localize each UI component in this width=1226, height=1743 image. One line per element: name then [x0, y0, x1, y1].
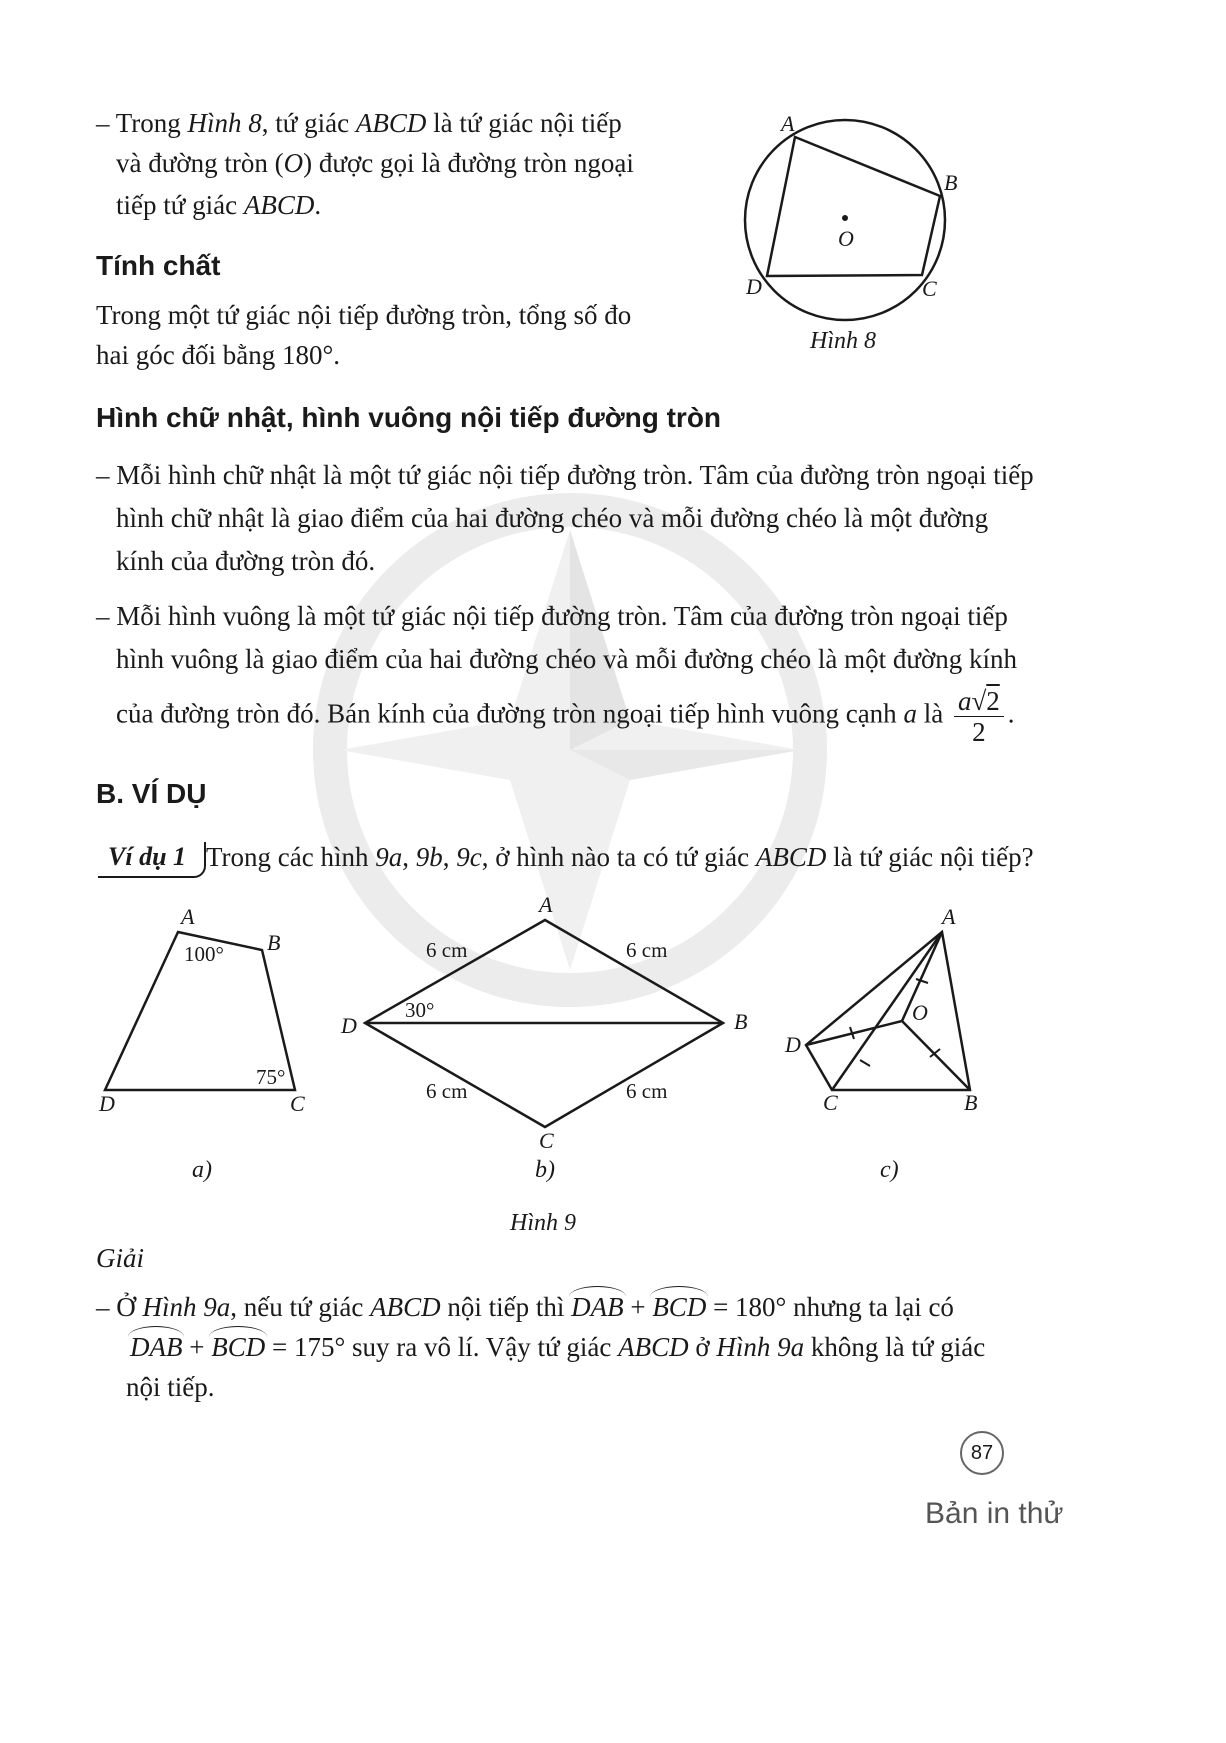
- fig9-caption: Hình 9: [510, 1210, 576, 1236]
- intro-line-1: – Trong Hình 8, tứ giác ABCD là tứ giác nội tiếp: [96, 108, 622, 138]
- tinh-chat-heading: Tính chất: [96, 250, 221, 281]
- rect-line-1: – Mỗi hình chữ nhật là một tứ giác nội tiếp đường tròn. Tâm của đường tròn ngoại tiếp: [96, 460, 1034, 490]
- fig9b-label-d: D: [341, 1013, 357, 1038]
- square-line-2: hình vuông là giao điểm của hai đường chéo và mỗi đường chéo là một đường kính: [116, 644, 1018, 674]
- fig8-label-a: A: [781, 111, 795, 136]
- solution-label: Giải: [96, 1243, 145, 1273]
- tinh-chat-line-1: Trong một tứ giác nội tiếp đường tròn, tổng số đo: [96, 300, 632, 330]
- fig9b-label-c: C: [539, 1128, 554, 1153]
- rect-line-3: kính của đường tròn đó.: [116, 546, 376, 576]
- fig9a-angle-a: 100°: [184, 942, 224, 966]
- figure-9c: [790, 915, 990, 1105]
- fig8-label-c: C: [922, 276, 937, 301]
- fig9a-label-c: C: [290, 1091, 305, 1116]
- fig9a-sublabel: a): [192, 1157, 212, 1183]
- solution-line-2: DAB + BCD = 175° suy ra vô lí. Vậy tứ giác ABCD ở Hình 9a không là tứ giác: [130, 1332, 986, 1362]
- fig9c-label-c: C: [823, 1090, 838, 1115]
- fig9b-label-b: B: [734, 1009, 748, 1034]
- fig9c-label-b: B: [964, 1090, 978, 1115]
- fig9b-angle-d: 30°: [405, 998, 435, 1022]
- fig9b-side-ab: 6 cm: [626, 938, 668, 962]
- proof-label: Bản in thử: [925, 1497, 1064, 1530]
- tinh-chat-line-2: hai góc đối bằng 180°.: [96, 340, 341, 370]
- fig9b-side-dc: 6 cm: [426, 1079, 468, 1103]
- fig9c-sublabel: c): [880, 1157, 899, 1183]
- example-1-question: Trong các hình 9a, 9b, 9c, ở hình nào ta có tứ giác ABCD là tứ giác nội tiếp?: [206, 842, 1034, 872]
- quadrilateral-abcd: [767, 137, 940, 276]
- solution-line-3: nội tiếp.: [126, 1372, 215, 1402]
- fig8-label-o: O: [838, 226, 854, 251]
- rect-square-heading: Hình chữ nhật, hình vuông nội tiếp đường tròn: [96, 402, 722, 433]
- center-point: [842, 215, 848, 221]
- section-b-heading: B. VÍ DỤ: [96, 778, 207, 809]
- fig9b-side-ad: 6 cm: [426, 938, 468, 962]
- intro-line-2: và đường tròn (O) được gọi là đường tròn ngoại: [116, 148, 634, 178]
- fig9a-label-b: B: [267, 930, 281, 955]
- square-line-1: – Mỗi hình vuông là một tứ giác nội tiếp đường tròn. Tâm của đường tròn ngoại tiếp: [96, 601, 1008, 631]
- fig9b-label-a: A: [539, 892, 553, 917]
- fig9b-sublabel: b): [535, 1157, 555, 1183]
- intro-line-3: tiếp tứ giác ABCD.: [116, 190, 322, 220]
- fig9a-label-a: A: [181, 904, 195, 929]
- fig9c-label-a: A: [942, 904, 956, 929]
- square-line-3: của đường tròn đó. Bán kính của đường tròn ngoại tiếp hình vuông cạnh a là $\frac{a√2}{2}$ .: [116, 686, 1015, 747]
- fig9a-angle-c: 75°: [256, 1065, 286, 1089]
- solution-line-1: – Ở Hình 9a, nếu tứ giác ABCD nội tiếp thì DAB + BCD = 180° nhưng ta lại có: [96, 1292, 954, 1322]
- fig8-caption: Hình 8: [810, 328, 876, 354]
- fig8-label-b: B: [944, 170, 958, 195]
- fig9a-label-d: D: [99, 1091, 115, 1116]
- fig9c-label-d: D: [785, 1032, 801, 1057]
- figure-9b: [350, 905, 750, 1145]
- fig9b-side-bc: 6 cm: [626, 1079, 668, 1103]
- fig9c-label-o: O: [912, 1000, 928, 1025]
- rect-line-2: hình chữ nhật là giao điểm của hai đường chéo và mỗi đường chéo là một đường: [116, 503, 989, 533]
- page-number-badge: 87: [960, 1431, 1004, 1475]
- radius-fraction: $\frac{a√2}{2}$: [954, 686, 1004, 747]
- fig8-label-d: D: [746, 274, 762, 299]
- example-1-badge: Ví dụ 1: [98, 842, 206, 878]
